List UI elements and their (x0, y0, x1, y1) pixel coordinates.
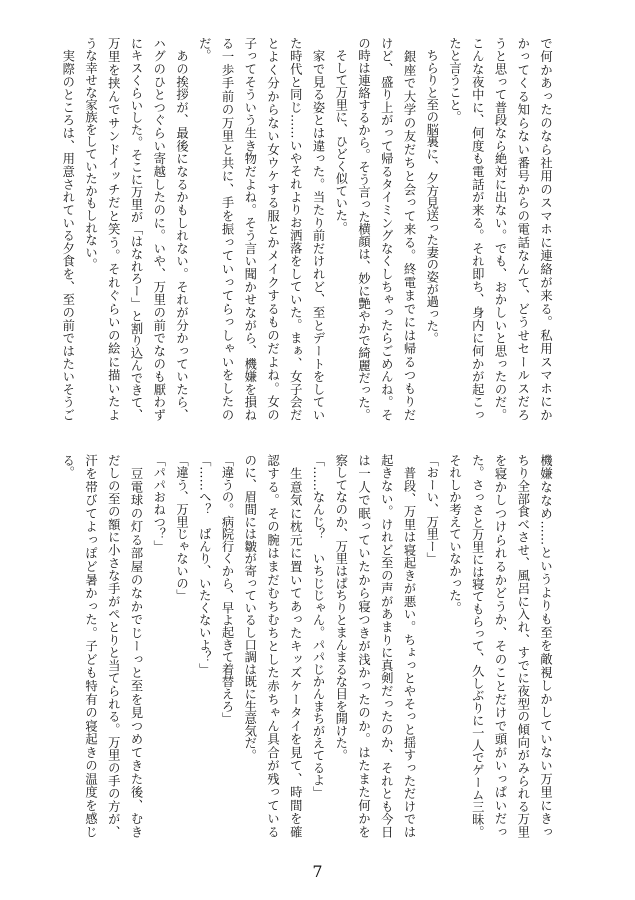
text-line: 「……なんじ？ いちじじゃん。パパじかんまちがえてるよ」 (311, 454, 325, 799)
text-line: のに、眉間には皺が寄っているし口調は既に生意気だ。 (242, 454, 257, 762)
text-block-top (56, 37, 557, 421)
text-line: 生意気に枕元に置いてあったキッズケータイを見て、時間を確 (288, 454, 303, 838)
text-line: る。 (60, 454, 75, 479)
text-line: は一人で眠っていたから寝つきが浅かったのか。はたまた何かを (356, 454, 371, 838)
text-line: かってくる知らない番号からの電話なんて、どうせセールスだろ (515, 37, 530, 421)
text-line: 「違う、万里じゃないの」 (174, 454, 189, 602)
text-line: の時は連絡するから。そう言った横顔は、妙に艶やかで綺麗だった。 (356, 37, 371, 421)
text-line: 普段、万里は寝起きが悪い。ちょっとやそっと揺すっただけでは (402, 454, 416, 838)
text-line: 銀座で大学の友だちと会って来る。終電までには帰るつもりだ (402, 37, 416, 421)
text-line: たと言うこと。 (447, 37, 462, 124)
text-line: 「おーい、万里ー」 (424, 454, 439, 565)
text-line: る一歩手前の万里と共に、手を振っていってらっしゃいをしたの (220, 37, 234, 421)
text-line: 実際のところは、用意されている夕食を、至の前ではたいそうご (60, 37, 75, 421)
text-block-bottom (56, 454, 557, 838)
text-line: 「違うの。病院行くから、早よ起きて着替えろ」 (220, 454, 234, 725)
text-line: で何かあったのなら社用のスマホに連絡が来る。私用スマホにか (538, 37, 553, 421)
text-line: ちらりと至の脳裏に、夕方見送った妻の姿が過った。 (424, 37, 439, 345)
text-line: 豆電球の灯る部屋のなかでじーっと至を見つめてきた後、むき (129, 454, 143, 838)
text-line: を寝かしつけられるかどうか、そのことだけで頭がいっぱいだっ (493, 454, 507, 838)
text-line: だ。 (197, 37, 212, 62)
text-line: 「……へ？ ばんり、いたくないよ？」 (197, 454, 212, 676)
text-line: あの挨拶が、最後になるかもしれない。それが分かっていたら、 (174, 37, 189, 421)
text-line: 察してなのか、万里はぱちりとまんまるな目を開けた。 (333, 454, 348, 762)
text-line: 子ってそういう生き物だよね。そう言い聞かせながら、機嫌を損ね (242, 37, 257, 421)
text-line: とよく分からない女ウケする服とかメイクするものだよね。女の (265, 37, 280, 421)
text-line: こんな夜中に、何度も電話が来る。それ即ち、身内に何かが起こっ (470, 37, 485, 421)
text-line: だしの至の額に小さな手がぺとりと当てられる。万里の手の方が、 (106, 454, 121, 838)
text-line: うな幸せな家族をしていたかもしれない。 (83, 37, 98, 271)
text-line: 万里を挟んでサンドイッチだと笑う。それぐらいの絵に描いたよ (106, 37, 121, 421)
text-line: けど、盛り上がって帰るタイミングなくしちゃったらごめんね。そ (379, 37, 394, 421)
text-line: それしか考えていなかった。 (447, 454, 462, 614)
text-line: 起きない。けれど至の声があまりに真剣だったのか、それとも今日 (379, 454, 394, 838)
text-line: た時代と同じ……いやそれよりお洒落をしていた。まぁ、女子会だ (288, 37, 303, 421)
text-line: 「パパおねつ？」 (151, 454, 166, 553)
text-line: そして万里に、ひどく似ていた。 (333, 37, 348, 234)
text-line: ハグのひとつぐらい寄越したのに。いや、万里の前でなのも厭わず (151, 37, 166, 421)
page-number: 7 (312, 862, 323, 881)
text-line: 認する。その腕はまだむちむちとした赤ちゃん具合が残っている (265, 454, 280, 838)
text-line: た。さっさと万里には寝てもらって、久しぶりに一人でゲーム三昧。 (470, 454, 485, 838)
text-line: 機嫌ななめ……というよりも至を敵視しかしていない万里にきっ (538, 454, 553, 838)
text-line: にキスくらいした。そこに万里が「はなれろー」と割り込んできて、 (129, 37, 143, 421)
text-line: 汗を帯びてよっぽど暑かった。子ども特有の寝起きの温度を感じ (83, 454, 98, 838)
text-line: 家で見る姿とは違った。当たり前だけれど、至とデートをしてい (311, 37, 325, 421)
text-line: ちり全部食べさせ、風呂に入れ、すでに夜型の傾向がみられる万里 (515, 454, 530, 838)
text-line: うと思って普段なら絶対に出ない。でも、おかしいと思ったのだ。 (493, 37, 507, 421)
